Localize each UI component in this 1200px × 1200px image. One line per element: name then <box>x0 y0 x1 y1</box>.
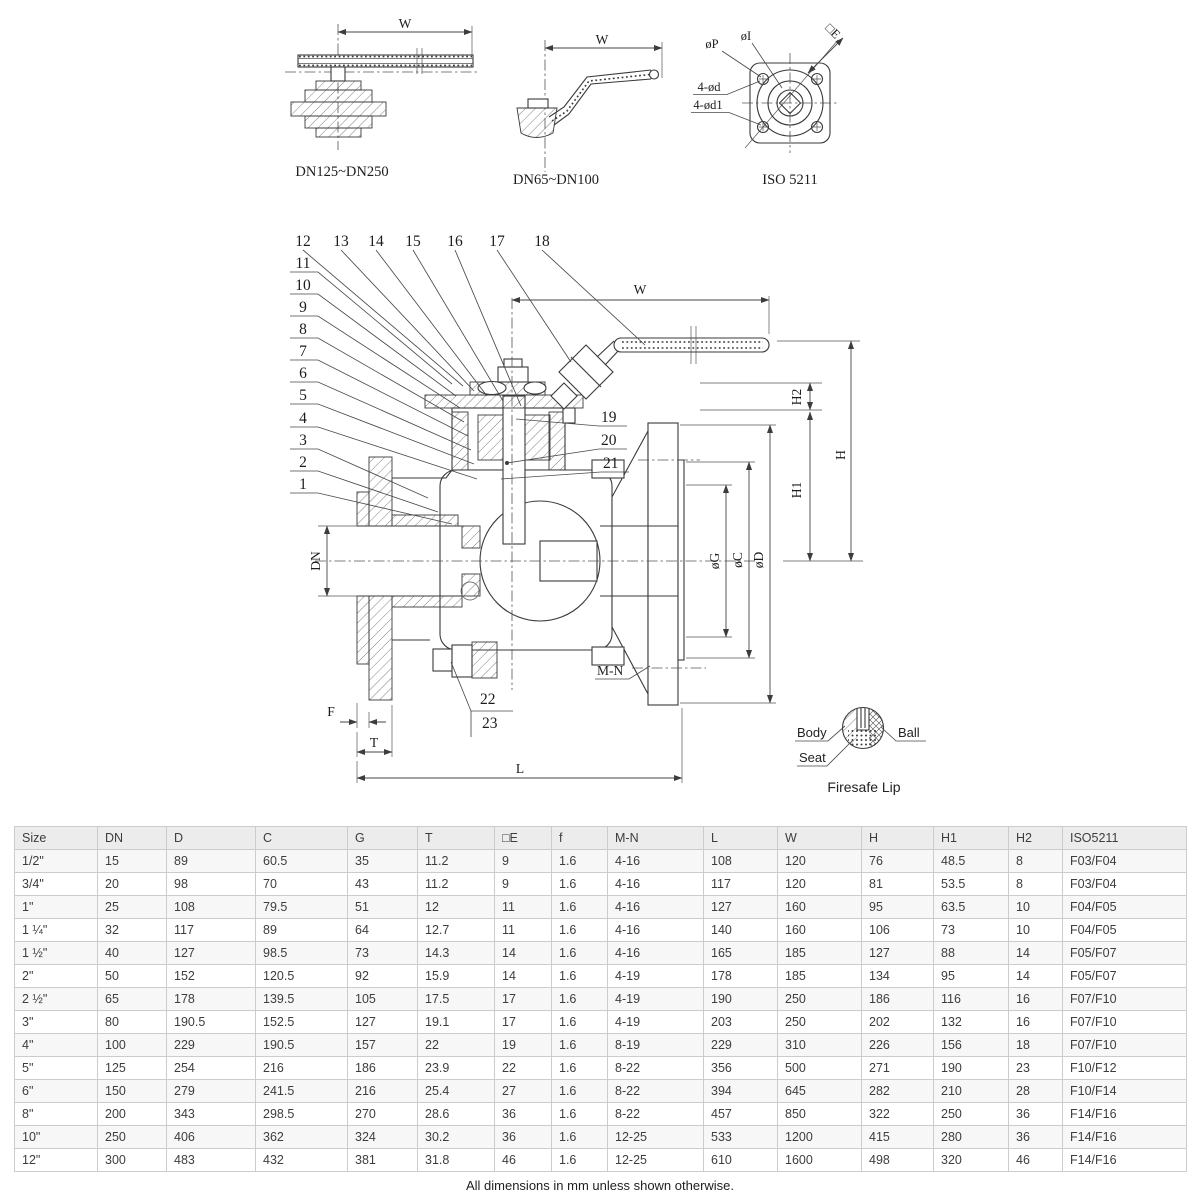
table-header-row <box>15 827 1187 850</box>
table-cell: 95 <box>934 965 1009 988</box>
dim-w-label-large-view: W <box>398 16 412 31</box>
table-cell: 4-19 <box>608 1011 704 1034</box>
table-cell: 22 <box>418 1034 495 1057</box>
table-cell: 282 <box>862 1080 934 1103</box>
table-cell: F10/F12 <box>1063 1057 1187 1080</box>
table-cell: 17 <box>495 1011 552 1034</box>
column-header: T <box>418 827 495 850</box>
table-cell: F04/F05 <box>1063 896 1187 919</box>
table-cell: 498 <box>862 1149 934 1172</box>
callout-number: 19 <box>601 409 617 426</box>
table-cell: 89 <box>167 850 256 873</box>
top-view-small-valve <box>513 32 662 188</box>
table-cell: 152 <box>167 965 256 988</box>
table-cell: 186 <box>348 1057 418 1080</box>
table-cell: 1.6 <box>552 1057 608 1080</box>
table-cell: 43 <box>348 873 418 896</box>
table-cell: 250 <box>778 1011 862 1034</box>
table-cell: 322 <box>862 1103 934 1126</box>
table-cell: 46 <box>1009 1149 1063 1172</box>
table-cell: 415 <box>862 1126 934 1149</box>
table-cell: 18 <box>1009 1034 1063 1057</box>
table-cell: 53.5 <box>934 873 1009 896</box>
table-cell: 46 <box>495 1149 552 1172</box>
dim-h-label: H <box>833 450 848 460</box>
table-cell: 1.6 <box>552 850 608 873</box>
table-cell: 76 <box>862 850 934 873</box>
table-cell: 127 <box>348 1011 418 1034</box>
table-cell: 30.2 <box>418 1126 495 1149</box>
table-cell: 229 <box>704 1034 778 1057</box>
column-header: H <box>862 827 934 850</box>
table-cell: 127 <box>704 896 778 919</box>
table-cell: 178 <box>704 965 778 988</box>
table-cell: 36 <box>495 1126 552 1149</box>
table-body <box>15 850 1187 1172</box>
table-cell: 28.6 <box>418 1103 495 1126</box>
column-header: H2 <box>1009 827 1063 850</box>
detail-caption: Firesafe Lip <box>827 779 901 795</box>
table-cell: 92 <box>348 965 418 988</box>
table-cell: 1.6 <box>552 873 608 896</box>
table-cell: 11 <box>495 919 552 942</box>
table-cell: 117 <box>704 873 778 896</box>
table-cell: F07/F10 <box>1063 1011 1187 1034</box>
callout-number: 22 <box>480 691 496 708</box>
table-cell: 190.5 <box>167 1011 256 1034</box>
table-cell: 202 <box>862 1011 934 1034</box>
table-cell: 185 <box>778 942 862 965</box>
table-cell: 1/2" <box>15 850 98 873</box>
table-cell: F14/F16 <box>1063 1103 1187 1126</box>
table-cell: 14 <box>495 942 552 965</box>
table-cell: 63.5 <box>934 896 1009 919</box>
table-cell: 200 <box>98 1103 167 1126</box>
table-cell: 4-16 <box>608 873 704 896</box>
table-cell: 17 <box>495 988 552 1011</box>
detail-body-label: Body <box>797 725 827 740</box>
table-cell: 279 <box>167 1080 256 1103</box>
table-cell: 9 <box>495 873 552 896</box>
table-cell: 8-22 <box>608 1057 704 1080</box>
table-cell: 8 <box>1009 850 1063 873</box>
caption-large-valve: DN125~DN250 <box>295 164 389 180</box>
table-cell: F07/F10 <box>1063 1034 1187 1057</box>
table-cell: 310 <box>778 1034 862 1057</box>
table-cell: F05/F07 <box>1063 942 1187 965</box>
table-cell: 4-16 <box>608 896 704 919</box>
table-cell: 15.9 <box>418 965 495 988</box>
table-cell: 4-19 <box>608 988 704 1011</box>
table-cell: 1.6 <box>552 1034 608 1057</box>
table-row <box>15 1149 1187 1172</box>
callout-number: 11 <box>295 255 311 272</box>
dim-p-label: øP <box>705 37 719 51</box>
table-cell: 35 <box>348 850 418 873</box>
table-cell: 3/4" <box>15 873 98 896</box>
table-row <box>15 1011 1187 1034</box>
table-cell: 850 <box>778 1103 862 1126</box>
table-cell: 98.5 <box>256 942 348 965</box>
table-cell: 4-16 <box>608 850 704 873</box>
table-cell: 324 <box>348 1126 418 1149</box>
table-cell: 645 <box>778 1080 862 1103</box>
table-cell: 1 ½" <box>15 942 98 965</box>
table-cell: 19 <box>495 1034 552 1057</box>
table-cell: 280 <box>934 1126 1009 1149</box>
dim-dn-label: DN <box>308 551 323 571</box>
table-cell: 139.5 <box>256 988 348 1011</box>
table-cell: 381 <box>348 1149 418 1172</box>
table-cell: 8 <box>1009 873 1063 896</box>
table-cell: 73 <box>934 919 1009 942</box>
dim-w-label-small-view: W <box>595 32 609 47</box>
table-cell: 533 <box>704 1126 778 1149</box>
table-cell: 16 <box>1009 988 1063 1011</box>
callout-number: 1 <box>299 476 307 493</box>
dim-c-label: øC <box>730 552 745 568</box>
table-row <box>15 965 1187 988</box>
table-cell: 11 <box>495 896 552 919</box>
table-cell: 134 <box>862 965 934 988</box>
table-cell: 132 <box>934 1011 1009 1034</box>
caption-small-valve: DN65~DN100 <box>513 172 599 188</box>
callout-number: 10 <box>295 277 311 294</box>
table-cell: 12-25 <box>608 1126 704 1149</box>
table-cell: 36 <box>1009 1103 1063 1126</box>
table-cell: 186 <box>862 988 934 1011</box>
table-cell: 190 <box>934 1057 1009 1080</box>
table-cell: 1.6 <box>552 1080 608 1103</box>
table-cell: 108 <box>704 850 778 873</box>
table-cell: 210 <box>934 1080 1009 1103</box>
table-cell: 25.4 <box>418 1080 495 1103</box>
table-cell: F05/F07 <box>1063 965 1187 988</box>
table-cell: 1.6 <box>552 1126 608 1149</box>
table-cell: 254 <box>167 1057 256 1080</box>
table-cell: 10 <box>1009 919 1063 942</box>
table-cell: 394 <box>704 1080 778 1103</box>
table-cell: 79.5 <box>256 896 348 919</box>
dim-l-label: L <box>515 761 525 776</box>
table-cell: 125 <box>98 1057 167 1080</box>
dim-mn-label: M-N <box>597 663 624 678</box>
table-cell: 23.9 <box>418 1057 495 1080</box>
table-cell: 165 <box>704 942 778 965</box>
table-cell: 19.1 <box>418 1011 495 1034</box>
main-section-view <box>290 233 863 783</box>
table-cell: 8-22 <box>608 1103 704 1126</box>
table-row <box>15 1103 1187 1126</box>
table-cell: 1.6 <box>552 1149 608 1172</box>
table-cell: 362 <box>256 1126 348 1149</box>
table-cell: 32 <box>98 919 167 942</box>
callout-number: 8 <box>299 321 307 338</box>
table-cell: 190 <box>704 988 778 1011</box>
table-cell: 4-16 <box>608 942 704 965</box>
table-cell: 298.5 <box>256 1103 348 1126</box>
dim-h2-label: H2 <box>789 388 804 406</box>
table-cell: F03/F04 <box>1063 873 1187 896</box>
table-row <box>15 988 1187 1011</box>
table-cell: 100 <box>98 1034 167 1057</box>
table-cell: 156 <box>934 1034 1009 1057</box>
callout-number: 14 <box>368 233 384 250</box>
callout-number: 16 <box>447 233 463 250</box>
table-row <box>15 873 1187 896</box>
table-cell: 40 <box>98 942 167 965</box>
table-cell: 1.6 <box>552 1103 608 1126</box>
table-cell: 152.5 <box>256 1011 348 1034</box>
table-cell: 1.6 <box>552 1011 608 1034</box>
table-cell: 241.5 <box>256 1080 348 1103</box>
table-cell: 95 <box>862 896 934 919</box>
table-cell: 229 <box>167 1034 256 1057</box>
table-row <box>15 850 1187 873</box>
table-cell: 1.6 <box>552 988 608 1011</box>
callout-number: 21 <box>603 455 619 472</box>
table-cell: 28 <box>1009 1080 1063 1103</box>
column-header: D <box>167 827 256 850</box>
table-cell: 73 <box>348 942 418 965</box>
table-cell: 406 <box>167 1126 256 1149</box>
table-cell: F03/F04 <box>1063 850 1187 873</box>
table-cell: F07/F10 <box>1063 988 1187 1011</box>
table-cell: 50 <box>98 965 167 988</box>
table-row <box>15 942 1187 965</box>
table-cell: 610 <box>704 1149 778 1172</box>
dim-4d1-label: 4-ød1 <box>693 98 723 112</box>
dim-square-e-label: □E <box>822 20 844 42</box>
table-cell: 216 <box>256 1057 348 1080</box>
table-cell: 108 <box>167 896 256 919</box>
table-cell: 320 <box>934 1149 1009 1172</box>
table-cell: 14.3 <box>418 942 495 965</box>
table-row <box>15 1034 1187 1057</box>
table-cell: F10/F14 <box>1063 1080 1187 1103</box>
dim-4d-label: 4-ød <box>697 80 721 94</box>
table-cell: 1 ¼" <box>15 919 98 942</box>
table-cell: 1.6 <box>552 942 608 965</box>
table-cell: 36 <box>495 1103 552 1126</box>
table-cell: 80 <box>98 1011 167 1034</box>
table-row <box>15 1126 1187 1149</box>
table-cell: 250 <box>778 988 862 1011</box>
callout-number: 15 <box>405 233 421 250</box>
column-header: L <box>704 827 778 850</box>
table-row <box>15 919 1187 942</box>
table-cell: 117 <box>167 919 256 942</box>
table-cell: 22 <box>495 1057 552 1080</box>
table-cell: 190.5 <box>256 1034 348 1057</box>
table-cell: 48.5 <box>934 850 1009 873</box>
dim-f-label: F <box>327 704 335 719</box>
detail-seat-label: Seat <box>799 750 826 765</box>
table-cell: 12 <box>418 896 495 919</box>
table-cell: 120 <box>778 850 862 873</box>
table-cell: 150 <box>98 1080 167 1103</box>
top-view-large-valve <box>285 16 480 180</box>
table-cell: 23 <box>1009 1057 1063 1080</box>
callout-number: 2 <box>299 454 307 471</box>
dim-h1-label: H1 <box>789 481 804 499</box>
table-cell: 81 <box>862 873 934 896</box>
column-header: C <box>256 827 348 850</box>
top-view-iso5211-pad <box>691 21 843 188</box>
table-cell: 127 <box>862 942 934 965</box>
table-cell: 5" <box>15 1057 98 1080</box>
callout-number: 13 <box>333 233 349 250</box>
column-header: DN <box>98 827 167 850</box>
table-cell: 300 <box>98 1149 167 1172</box>
dimension-table <box>14 826 1186 1172</box>
callout-number: 12 <box>295 233 311 250</box>
column-header: W <box>778 827 862 850</box>
table-cell: 51 <box>348 896 418 919</box>
table-cell: 36 <box>1009 1126 1063 1149</box>
table-cell: 6" <box>15 1080 98 1103</box>
table-cell: 120 <box>778 873 862 896</box>
dim-d-label: øD <box>751 551 766 569</box>
table-cell: 343 <box>167 1103 256 1126</box>
table-cell: 12-25 <box>608 1149 704 1172</box>
table-cell: 1600 <box>778 1149 862 1172</box>
table-cell: 178 <box>167 988 256 1011</box>
table-cell: 2 ½" <box>15 988 98 1011</box>
table-cell: 12.7 <box>418 919 495 942</box>
table-cell: 216 <box>348 1080 418 1103</box>
column-header: f <box>552 827 608 850</box>
table-cell: 14 <box>495 965 552 988</box>
table-cell: 432 <box>256 1149 348 1172</box>
column-header: ISO5211 <box>1063 827 1187 850</box>
callout-number: 4 <box>299 410 307 427</box>
callout-number: 3 <box>299 432 307 449</box>
table-cell: 4-16 <box>608 919 704 942</box>
callout-number: 7 <box>299 343 307 360</box>
callout-number: 17 <box>489 233 505 250</box>
table-cell: 1.6 <box>552 965 608 988</box>
table-cell: 457 <box>704 1103 778 1126</box>
table-cell: 356 <box>704 1057 778 1080</box>
table-cell: 20 <box>98 873 167 896</box>
table-cell: 10" <box>15 1126 98 1149</box>
table-cell: 10 <box>1009 896 1063 919</box>
table-cell: 160 <box>778 896 862 919</box>
table-cell: 106 <box>862 919 934 942</box>
caption-iso5211: ISO 5211 <box>762 172 818 188</box>
table-cell: 270 <box>348 1103 418 1126</box>
table-cell: 120.5 <box>256 965 348 988</box>
table-cell: 12" <box>15 1149 98 1172</box>
table-row <box>15 896 1187 919</box>
table-cell: 60.5 <box>256 850 348 873</box>
table-cell: 1.6 <box>552 896 608 919</box>
callout-number: 6 <box>299 365 307 382</box>
table-cell: 11.2 <box>418 850 495 873</box>
callout-number: 23 <box>482 715 498 732</box>
callout-number: 5 <box>299 387 307 404</box>
table-cell: 160 <box>778 919 862 942</box>
table-cell: 203 <box>704 1011 778 1034</box>
table-cell: 17.5 <box>418 988 495 1011</box>
table-cell: 226 <box>862 1034 934 1057</box>
column-header: M-N <box>608 827 704 850</box>
table-cell: 65 <box>98 988 167 1011</box>
table-row <box>15 1057 1187 1080</box>
table-cell: 1200 <box>778 1126 862 1149</box>
table-cell: 4-19 <box>608 965 704 988</box>
footer-note: All dimensions in mm unless shown otherwise. <box>465 1178 735 1193</box>
table-cell: 250 <box>934 1103 1009 1126</box>
detail-ball-label: Ball <box>898 725 920 740</box>
table-cell: 64 <box>348 919 418 942</box>
table-cell: 2" <box>15 965 98 988</box>
table-cell: 140 <box>704 919 778 942</box>
dim-g-label: øG <box>707 552 722 570</box>
dim-w-label-main: W <box>633 282 647 297</box>
column-header: Size <box>15 827 98 850</box>
table-cell: 483 <box>167 1149 256 1172</box>
table-cell: 15 <box>98 850 167 873</box>
table-cell: 98 <box>167 873 256 896</box>
column-header: □E <box>495 827 552 850</box>
table-cell: F14/F16 <box>1063 1126 1187 1149</box>
table-cell: 70 <box>256 873 348 896</box>
table-cell: F04/F05 <box>1063 919 1187 942</box>
table-cell: 3" <box>15 1011 98 1034</box>
column-header: H1 <box>934 827 1009 850</box>
table-cell: 1.6 <box>552 919 608 942</box>
table-cell: 157 <box>348 1034 418 1057</box>
table-cell: 16 <box>1009 1011 1063 1034</box>
table-cell: 89 <box>256 919 348 942</box>
dim-t-label: T <box>369 735 379 750</box>
table-cell: 11.2 <box>418 873 495 896</box>
table-cell: 9 <box>495 850 552 873</box>
table-cell: 1" <box>15 896 98 919</box>
table-cell: 31.8 <box>418 1149 495 1172</box>
firesafe-detail <box>795 706 926 795</box>
table-cell: 8-19 <box>608 1034 704 1057</box>
table-cell: 4" <box>15 1034 98 1057</box>
table-row <box>15 1080 1187 1103</box>
dim-i-label: øI <box>740 29 752 43</box>
column-header: G <box>348 827 418 850</box>
table-cell: 14 <box>1009 965 1063 988</box>
table-cell: 500 <box>778 1057 862 1080</box>
table-cell: 8" <box>15 1103 98 1126</box>
table-cell: 25 <box>98 896 167 919</box>
callout-number: 18 <box>534 233 550 250</box>
table-cell: 250 <box>98 1126 167 1149</box>
table-cell: 14 <box>1009 942 1063 965</box>
table-cell: 185 <box>778 965 862 988</box>
table-cell: 27 <box>495 1080 552 1103</box>
table-cell: 88 <box>934 942 1009 965</box>
table-cell: 8-22 <box>608 1080 704 1103</box>
callout-number: 20 <box>601 432 617 449</box>
table-cell: 116 <box>934 988 1009 1011</box>
table-cell: F14/F16 <box>1063 1149 1187 1172</box>
table-cell: 105 <box>348 988 418 1011</box>
callout-number: 9 <box>299 299 307 316</box>
table-cell: 127 <box>167 942 256 965</box>
table-cell: 271 <box>862 1057 934 1080</box>
